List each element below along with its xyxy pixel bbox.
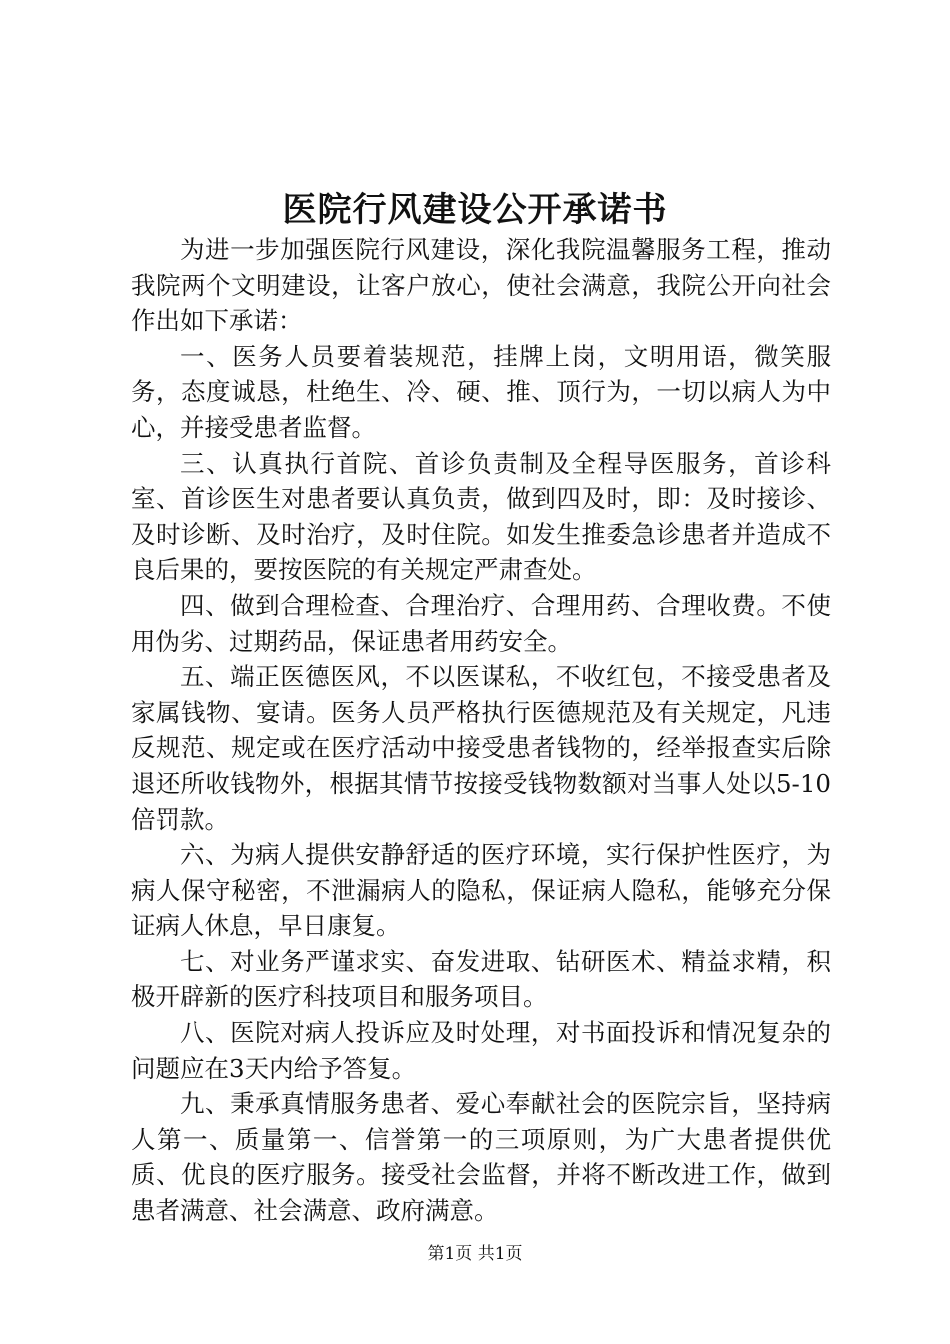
- paragraph-item-1: 一、医务人员要着装规范，挂牌上岗，文明用语，微笑服务，态度诚恳，杜绝生、冷、硬、推、顶行为，一切以病人为中心，并接受患者监督。: [131, 341, 831, 442]
- document-title: 医院行风建设公开承诺书: [282, 190, 668, 230]
- paragraph-item-6: 六、为病人提供安静舒适的医疗环境，实行保护性医疗，为病人保守秘密，不泄漏病人的隐私，保证病人隐私，能够充分保证病人休息，早日康复。: [131, 840, 831, 941]
- page-footer: 第1页 共1页: [427, 1244, 523, 1264]
- paragraph-item-7: 七、对业务严谨求实、奋发进取、钻研医术、精益求精，积极开辟新的医疗科技项目和服务项目。: [131, 946, 831, 1012]
- paragraph-item-4: 四、做到合理检查、合理治疗、合理用药、合理收费。不使用伪劣、过期药品，保证患者用药安全。: [131, 590, 831, 656]
- paragraph-item-8: 八、医院对病人投诉应及时处理，对书面投诉和情况复杂的问题应在3天内给予答复。: [131, 1018, 831, 1083]
- paragraph-item-5: 五、端正医德医风，不以医谋私，不收红包，不接受患者及家属钱物、宴请。医务人员严格执行医德规范及有关规定，凡违反规范、规定或在医疗活动中接受患者钱物的，经举报查实后除退还所收钱物外，根据其情节按接受钱物数额对当事人处以5-10倍罚款。: [131, 662, 831, 834]
- document-body: [131, 232, 831, 1229]
- paragraph-intro: 为进一步加强医院行风建设，深化我院温馨服务工程，推动我院两个文明建设，让客户放心，使社会满意，我院公开向社会作出如下承诺：: [131, 235, 831, 336]
- paragraph-item-3: 三、认真执行首院、首诊负责制及全程导医服务，首诊科室、首诊医生对患者要认真负责，做到四及时，即：及时接诊、及时诊断、及时治疗，及时住院。如发生推委急诊患者并造成不良后果的，要按医院的有关规定严肃查处。: [131, 448, 831, 585]
- paragraph-item-9: 九、秉承真情服务患者、爱心奉献社会的医院宗旨，坚持病人第一、质量第一、信誉第一的三项原则，为广大患者提供优质、优良的医疗服务。接受社会监督，并将不断改进工作，做到患者满意、社会满意、政府满意。: [131, 1089, 831, 1226]
